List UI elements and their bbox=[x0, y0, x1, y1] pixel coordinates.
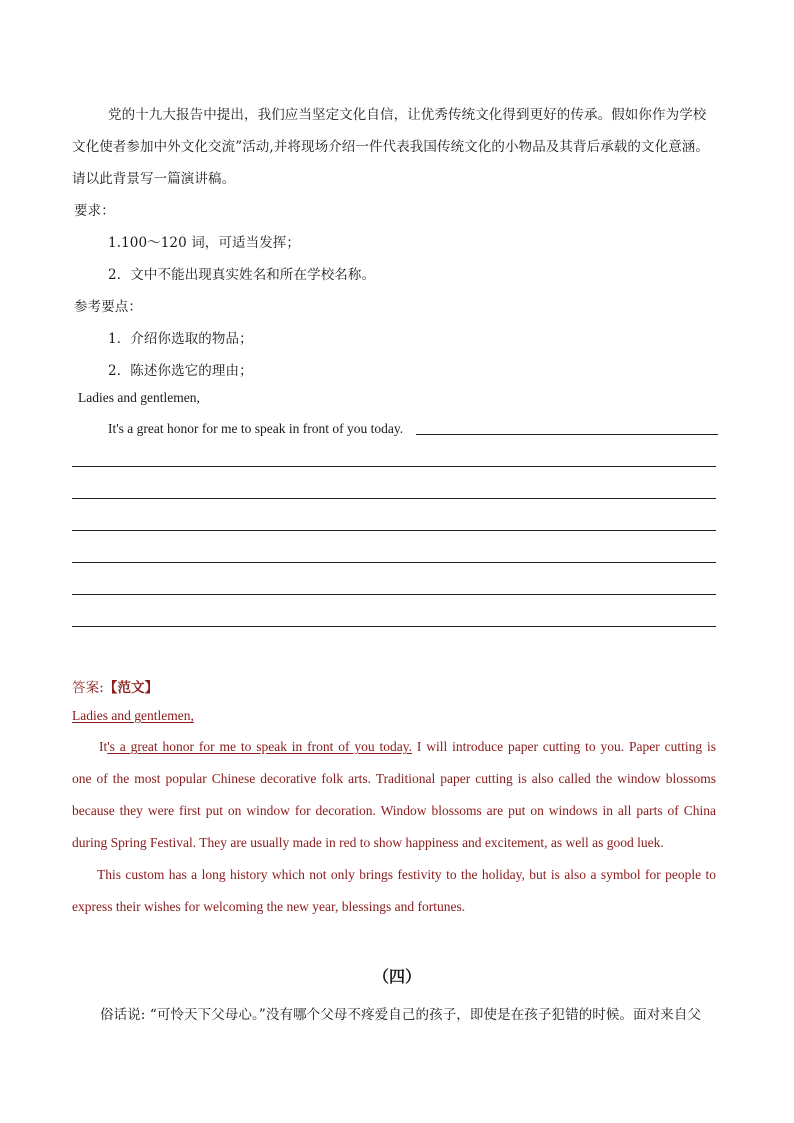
key-points-heading: 参考要点： bbox=[74, 299, 142, 315]
requirement-1: 1.100～120 词，可适当发挥； bbox=[108, 235, 301, 251]
answer-p1-line-3: because they were first put on window for decoration. Window blossoms are put on windows in all parts of China bbox=[72, 803, 716, 818]
answer-label: 答案: bbox=[72, 680, 104, 696]
answer-p2-line-1: This custom has a long history which not only brings festivity to the holiday, but is also a symbol for people to bbox=[97, 867, 716, 882]
prompt-line-3: 请以此背景写一篇演讲稿。 bbox=[72, 171, 236, 187]
writing-line bbox=[72, 626, 716, 627]
writing-line bbox=[72, 562, 716, 563]
writing-line bbox=[416, 434, 718, 435]
writing-line bbox=[72, 530, 716, 531]
section-title: （四） bbox=[372, 967, 421, 986]
writing-line bbox=[72, 466, 716, 467]
salutation: Ladies and gentlemen, bbox=[78, 390, 200, 405]
answer-p1-line-2: one of the most popular Chinese decorative folk arts. Traditional paper cutting is also called the window blossoms bbox=[72, 771, 716, 786]
answer-salutation: Ladies and gentlemen, bbox=[72, 708, 194, 723]
requirements-heading: 要求： bbox=[74, 203, 115, 219]
opening-sentence: It's a great honor for me to speak in front of you today. bbox=[108, 421, 404, 436]
model-essay-tag: 【范文】 bbox=[103, 680, 159, 696]
answer-heading bbox=[72, 676, 158, 696]
key-point-1: 1．介绍你选取的物品； bbox=[108, 331, 253, 347]
answer-p2-line-2: express their wishes for welcoming the new year, blessings and fortunes. bbox=[72, 899, 466, 914]
writing-line bbox=[72, 594, 716, 595]
answer-p1-line-4: during Spring Festival. They are usually made in red to show happiness and excitement, as well as good luek. bbox=[72, 835, 664, 850]
writing-line bbox=[72, 498, 716, 499]
section4-line-1: 俗话说: “可怜天下父母心。”没有哪个父母不疼爱自己的孩子，即使是在孩子犯错的时候。面对来自父 bbox=[100, 1007, 702, 1023]
key-point-2: 2．陈述你选它的理由； bbox=[108, 363, 253, 379]
answer-p1-line-1: It's a great honor for me to speak in front of you today. I will introduce paper cutting to you. Paper cutting is bbox=[99, 739, 716, 754]
prompt-line-1: 党的十九大报告中提出，我们应当坚定文化自信，让优秀传统文化得到更好的传承。假如你作为学校 bbox=[108, 107, 707, 123]
prompt-line-2: 文化使者参加中外文化交流”活动,并将现场介绍一件代表我国传统文化的小物品及其背后承载的文化意涵。 bbox=[72, 139, 709, 155]
requirement-2: 2．文中不能出现真实姓名和所在学校名称。 bbox=[108, 267, 376, 283]
